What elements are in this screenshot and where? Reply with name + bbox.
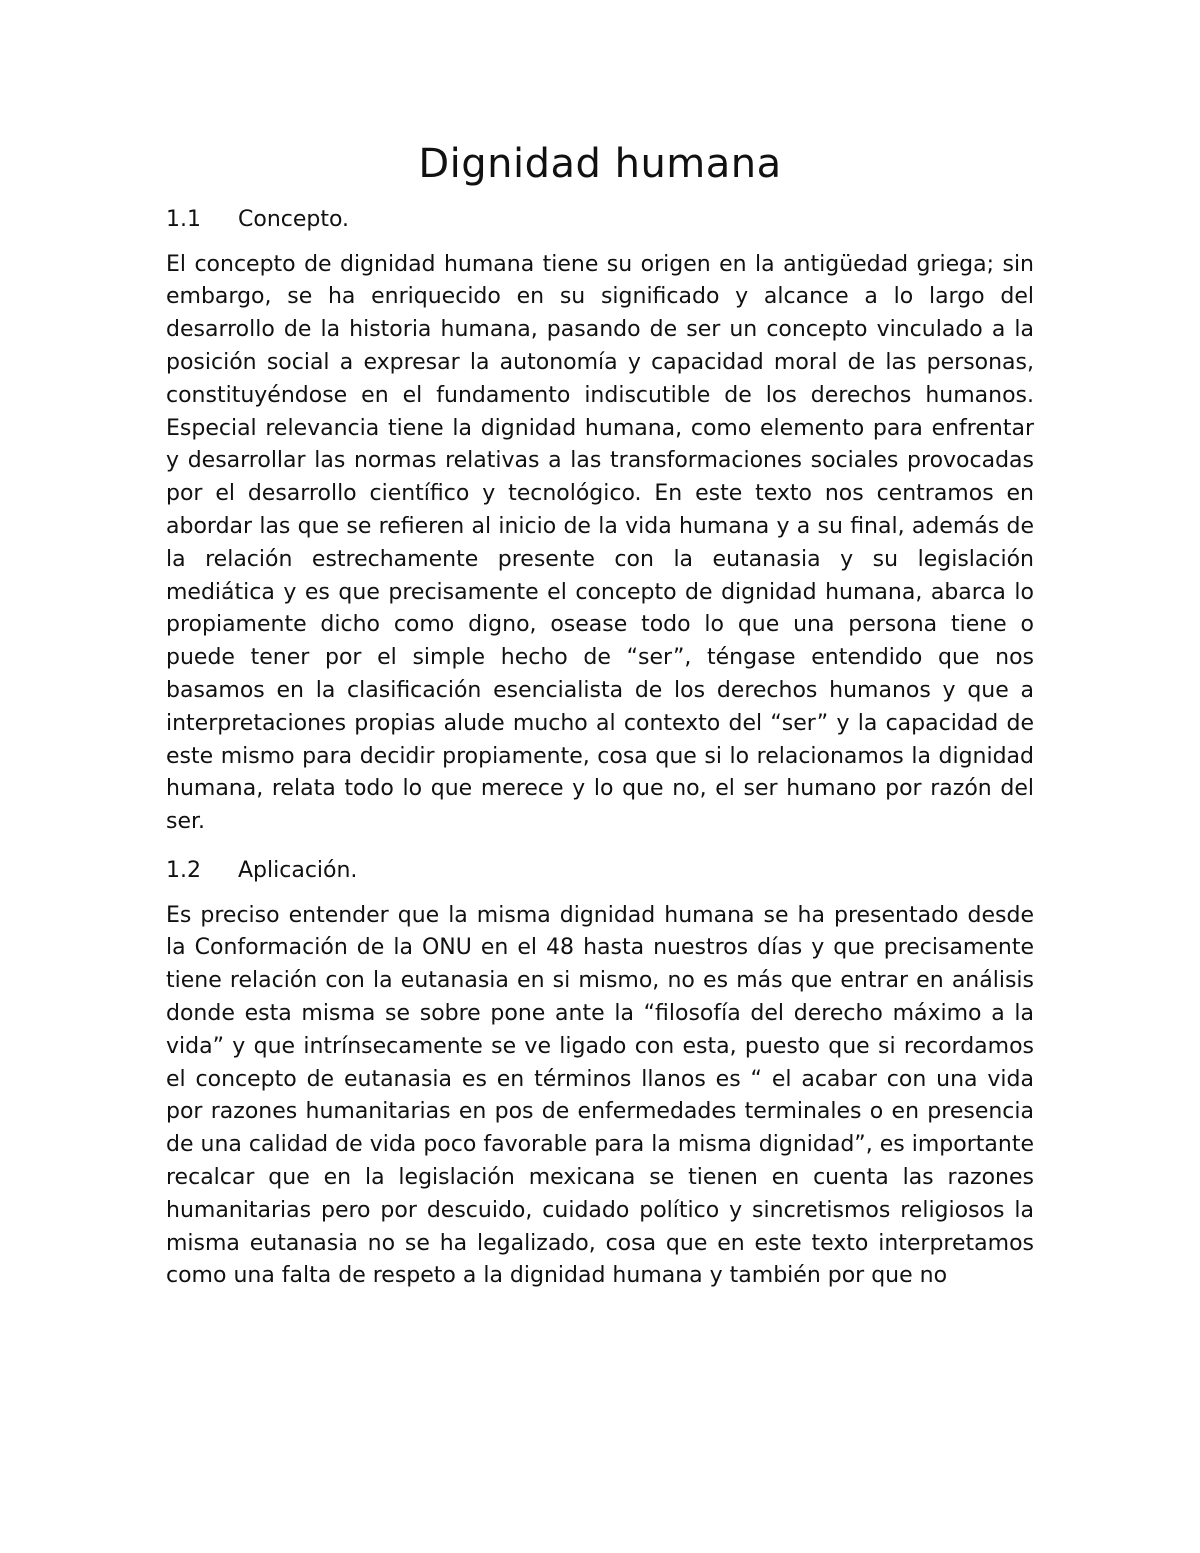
section-number: 1.2	[166, 857, 201, 883]
section-title: Concepto.	[238, 207, 350, 232]
section-heading-concepto	[166, 206, 1034, 235]
section-heading-aplicacion	[166, 857, 1034, 886]
section-number: 1.1	[166, 207, 201, 232]
page-title: Dignidad humana	[418, 141, 782, 187]
section-paragraph-aplicacion: Es preciso entender que la misma dignidad humana se ha presentado desde la Conformación de la ONU en el 48 hasta nuestros días y que precisamente tiene relación con la eutanasia en si mismo, no es más que entrar en análisis donde esta misma se sobre pone ante la “filosofía del derecho máximo a la vida” y que intrínsecamente se ve ligado con esta, puesto que si recordamos el concepto de eutanasia es en términos llanos es “ el acabar con una vida por razones humanitarias en pos de enfermedades terminales o en presencia de una calidad de vida poco favorable para la misma dignidad”, es importante recalcar que en la legislación mexicana se tienen en cuenta las razones humanitarias pero por descuido, cuidado político y sincretismos religiosos la misma eutanasia no se ha legalizado, cosa que en este texto interpretamos como una falta de respeto a la dignidad humana y también por que no	[166, 902, 1034, 1289]
section-title: Aplicación.	[238, 857, 358, 883]
section-paragraph-concepto: El concepto de dignidad humana tiene su origen en la antigüedad griega; sin embargo, se ha enriquecido en su significado y alcance a lo largo del desarrollo de la historia humana, pasando de ser un concepto vinculado a la posición social a expresar la autonomía y capacidad moral de las personas, constituyéndose en el fundamento indiscutible de los derechos humanos. Especial relevancia tiene la dignidad humana, como elemento para enfrentar y desarrollar las normas relativas a las transformaciones sociales provocadas por el desarrollo científico y tecnológico. En este texto nos centramos en abordar las que se refieren al inicio de la vida humana y a su final, además de la relación estrechamente presente con la eutanasia y su legislación mediática y es que precisamente el concepto de dignidad humana, abarca lo propiamente dicho como digno, osease todo lo que una persona tiene o puede tener por el simple hecho de “ser”, téngase entendido que nos basamos en la clasificación esencialista de los derechos humanos y que a interpretaciones propias alude mucho al contexto del “ser” y la capacidad de este mismo para decidir propiamente, cosa que si lo relacionamos la dignidad humana, relata todo lo que merece y lo que no, el ser humano por razón del ser.	[166, 251, 1034, 835]
